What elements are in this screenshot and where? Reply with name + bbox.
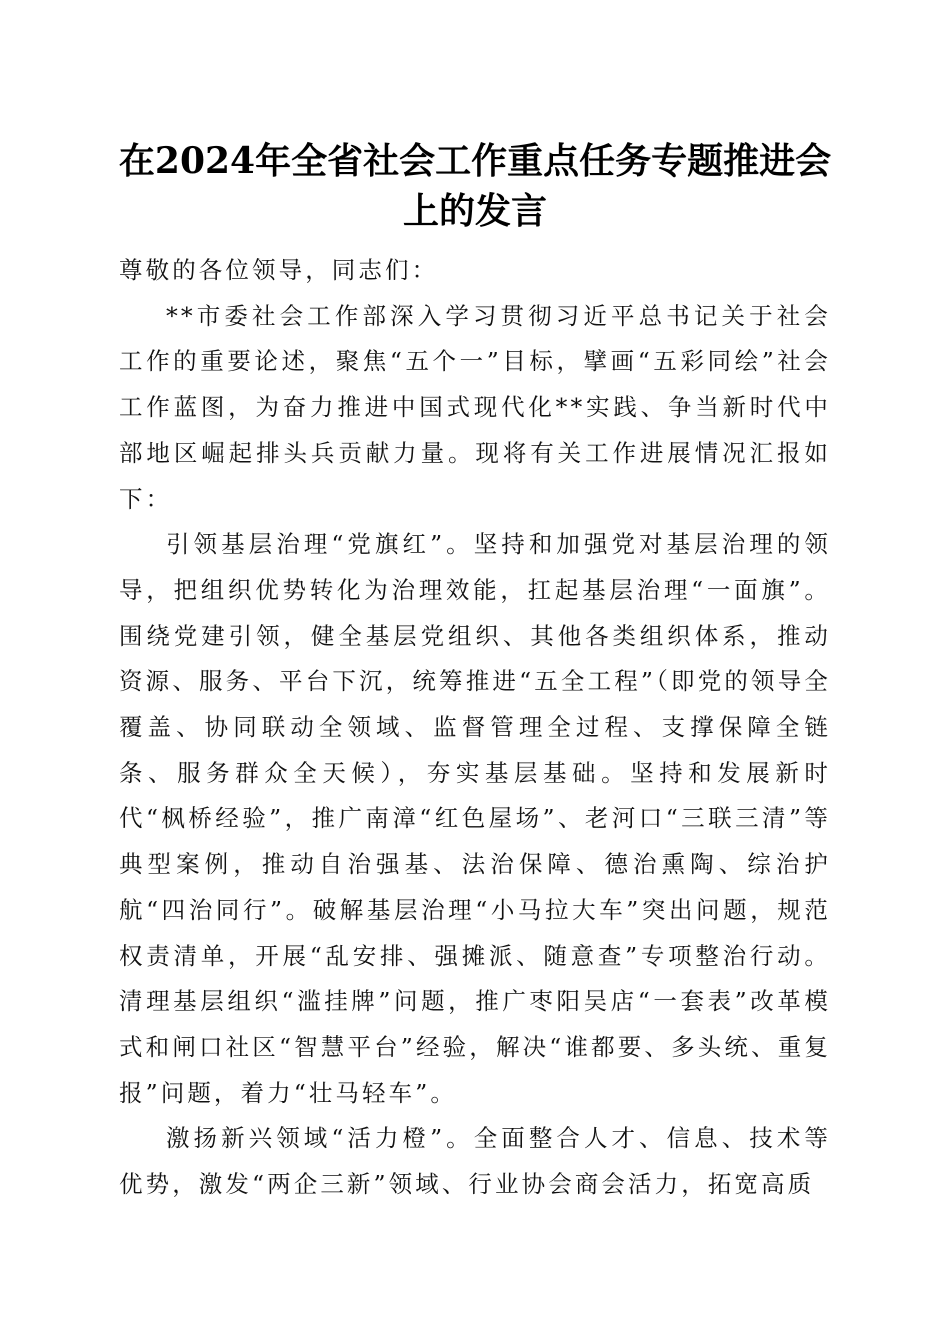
paragraph-intro: **市委社会工作部深入学习贯彻习近平总书记关于社会工作的重要论述，聚焦“五个一”目标，擘画“五彩同绘”社会工作蓝图，为奋力推进中国式现代化**实践、争当新时代中部地区崛起排头兵贡献力量。现将有关工作进展情况汇报如下： [119, 301, 831, 513]
greeting: 尊敬的各位领导，同志们： [119, 256, 439, 284]
paragraph-grassroots-governance: 引领基层治理“党旗红”。坚持和加强党对基层治理的领导，把组织优势转化为治理效能，扛起基层治理“一面旗”。围绕党建引领，健全基层党组织、其他各类组织体系，推动资源、服务、平台下沉，统筹推进“五全工程”（即党的领导全覆盖、协同联动全领域、监督管理全过程、支撑保障全链条、服务群众全天候），夯实基层基础。坚持和发展新时代“枫桥经验”，推广南漳“红色屋场”、老河口“三联三清”等典型案例，推动自治强基、法治保障、德治熏陶、综治护航“四治同行”。破解基层治理“小马拉大车”突出问题，规范权责清单，开展“乱安排、强摊派、随意查”专项整治行动。清理基层组织“滥挂牌”问题，推广枣阳吴店“一套表”改革模式和闸口社区“智慧平台”经验，解决“谁都要、多头统、重复报”问题，着力“壮马轻车”。 [119, 530, 831, 1107]
paragraph-new-sectors: 激扬新兴领域“活力橙”。全面整合人才、信息、技术等优势，激发“两企三新”领域、行业协会商会活力，拓宽高质 [119, 1124, 831, 1199]
document-body [119, 248, 831, 1208]
document-title: 在2024年全省社会工作重点任务专题推进会上的发言 [118, 140, 832, 232]
